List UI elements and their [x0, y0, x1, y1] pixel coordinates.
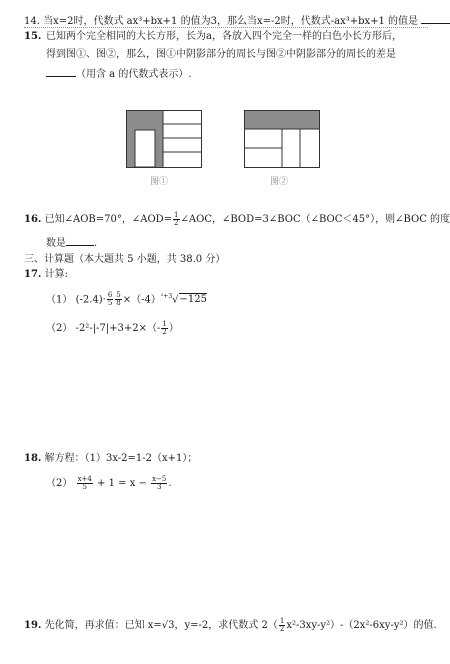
figure-2-caption: 图②	[270, 177, 289, 187]
q18-end: .	[168, 478, 172, 489]
q19-frac: $\frac{1}{2}$	[279, 617, 285, 633]
q17-part2-label: （2）	[46, 323, 73, 334]
q17-part1-expr-a: (-2.4)·	[75, 294, 106, 306]
q16-answer-blank[interactable]	[66, 236, 94, 246]
q14-line	[24, 14, 450, 28]
q17-part1-expr-b: ×（-4）	[122, 294, 161, 306]
q18-part2	[46, 476, 172, 491]
q18-part2-label: （2）	[46, 478, 73, 489]
q17-part2	[46, 321, 179, 336]
q19-text-a: 先化简，再求值：已知 x=√3，y=-2，求代数式 2（	[44, 620, 278, 631]
q17-label: 计算:	[44, 269, 68, 280]
q15-line3	[46, 67, 192, 81]
q16-text-b: ∠AOC，∠BOD=3∠BOC（∠BOC＜45°），则∠BOC 的度	[180, 214, 450, 225]
q16-line1	[24, 212, 450, 227]
q16-end: .	[94, 238, 98, 249]
q15-number: 15.	[24, 31, 42, 42]
q14-answer-blank[interactable]	[421, 14, 450, 24]
q15-line1: 已知两个完全相同的大长方形，长为a，各放入四个完全一样的白色小长方形后，	[46, 31, 402, 42]
q17-part1-frac2: $\frac{5}{8}$	[116, 291, 121, 308]
q17-part1-expr-c: ²+	[160, 293, 169, 300]
figure-1-caption: 图①	[150, 177, 169, 187]
q17-part2-expr-b: ）	[168, 323, 179, 334]
q17-part2-frac: $\frac{1}{2}$	[162, 320, 167, 336]
q17-header	[24, 269, 68, 281]
q14-number: 14.	[24, 16, 40, 27]
q17-part1-root: −125	[179, 294, 207, 306]
q15-line2: 得到图①、图②，那么，图①中阴影部分的周长与图②中阴影部分的周长的差是	[46, 49, 396, 60]
q18-middle: + 1 = x −	[97, 478, 147, 489]
q17-part1-label: （1）	[46, 294, 73, 306]
q19-text-b: x²-3xy-y²）-（2x²-6xy-y²）的值.	[286, 620, 437, 631]
q18-part1: 解方程：（1）3x-2=1-2（x+1）；	[44, 453, 198, 464]
q19-line	[24, 618, 437, 633]
q18-frac1: $\frac{x+4}{5}$	[77, 475, 92, 491]
q18-number: 18.	[24, 453, 42, 464]
figure-1-small-rect-vertical	[135, 130, 155, 167]
q17-part1-frac1: $\frac{6}{5}$	[107, 291, 113, 308]
figure-2-shaded-region	[245, 111, 319, 129]
q16-text-a: 已知∠AOB=70°，∠AOD=	[44, 214, 173, 225]
q17-part1: （1） (-2.4)· $\frac{6}{5}$ $\frac{5}{8}$ $\times(-4)^{^2+3}√-125$	[46, 291, 207, 308]
q17-part2-expr-a: -2²-|-7|+3+2×（-	[75, 323, 161, 334]
q16-number: 16.	[24, 214, 42, 225]
section-3-title: 三、计算题（本大题共 5 小题，共 38.0 分）	[24, 254, 226, 265]
figure-2	[244, 110, 320, 168]
q16-line2	[46, 236, 97, 250]
q15-answer-blank[interactable]	[46, 67, 76, 77]
q16-fraction: $\frac{1}{2}$	[174, 211, 179, 227]
q15-line3-text: （用含 a 的代数式表示）.	[76, 69, 192, 80]
dotted-separator	[24, 27, 428, 28]
q18-line1	[24, 453, 197, 465]
q16-line2-text: 数是	[46, 238, 66, 249]
q18-frac2: $\frac{x-5}{3}$	[152, 475, 167, 491]
q17-number: 17.	[24, 269, 42, 280]
figure-1	[126, 110, 202, 168]
root-symbol-icon: √	[172, 294, 179, 306]
q19-number: 19.	[24, 620, 42, 631]
q14-text: 当x=2时，代数式 ax³+bx+1 的值为3，那么当x=-2时，代数式-ax³+bx+1 的值是	[43, 16, 419, 27]
